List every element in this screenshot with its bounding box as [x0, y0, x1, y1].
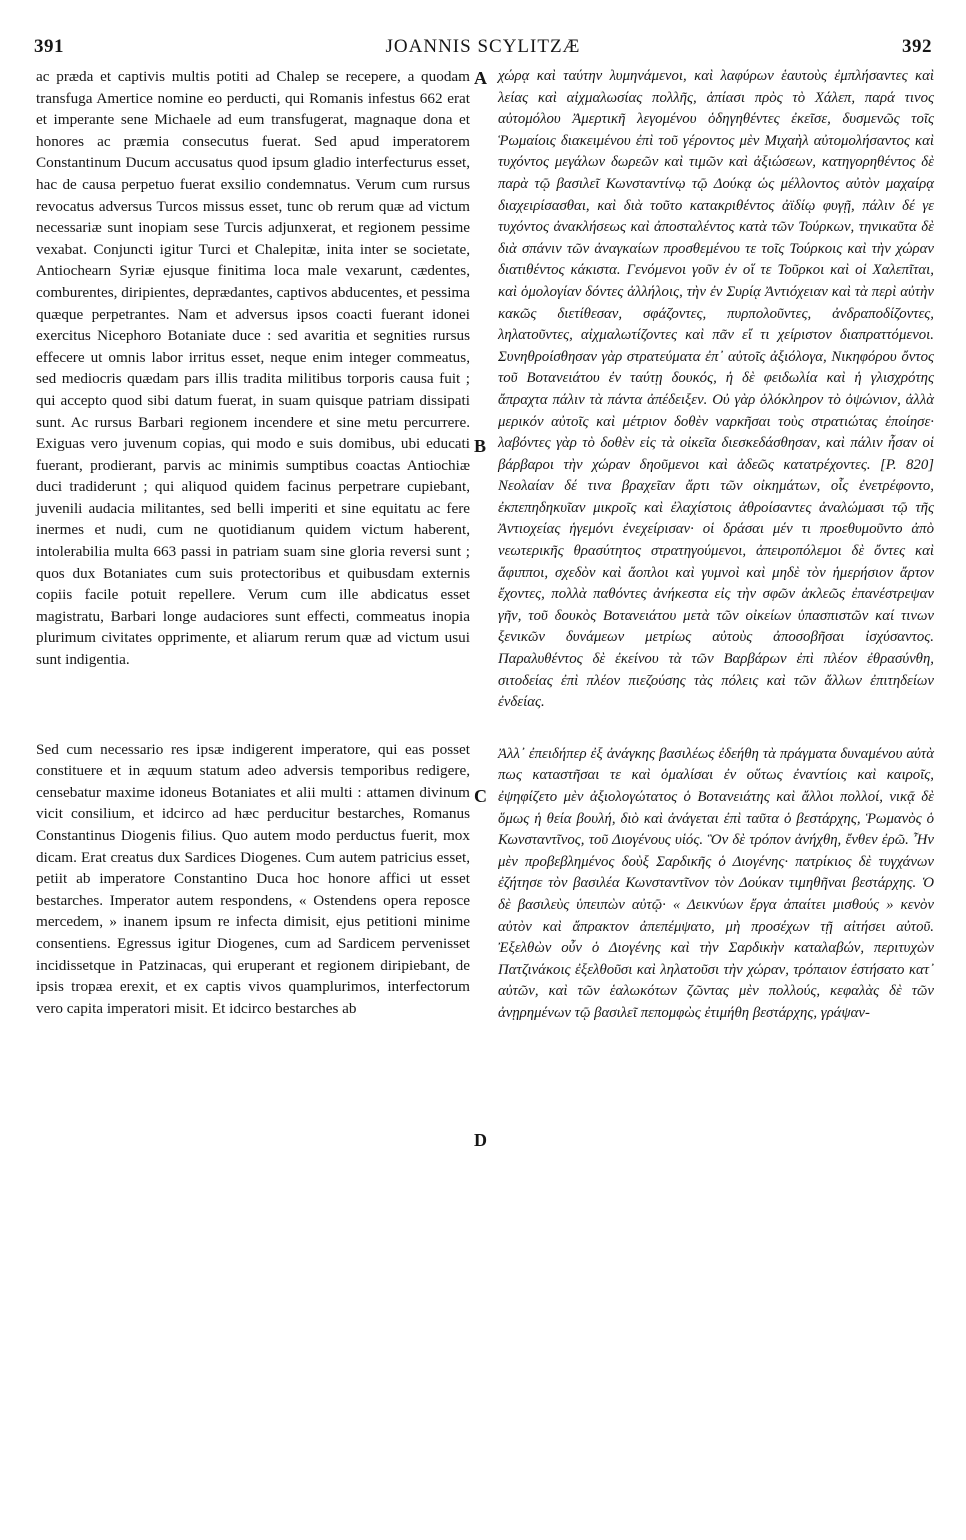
margin-letter-b: B — [474, 436, 487, 456]
margin-letter-c: C — [474, 786, 487, 806]
latin-column — [36, 66, 470, 1019]
right-page-number: 392 — [902, 36, 932, 57]
latin-paragraph-2: Sed cum necessario res ipsæ indigerent imperatore, qui eas posset constituere et in æquum statum adeo adversis temporibus redigere, censebatur maxime idoneus Botaniates et alii multi : attamen divinum vicit consilium, et idcirco ad hæc perducitur bestarches, Romanus Constantinus Diogenis filius. Quo autem modo perductus fuerit, mox dicam. Erat creatus dux Sardices Diogenes. Cum autem patricius esset, petiit ab imperatore Constantino Duca hoc honore affici ut esset bestarches. Imperator autem respondens, « Ostendens opera reposce mercedem, » inanem ipsum re infecta dimisit, ejus petitioni minime consentiens. Egressus igitur Diogenes, cum ad Sardicem pervenisset incidissetque in Patzinacas, qui eruperant et regionem diripiebant, de ipsis tropæa erexit, et ex captis vivos quamplurimos, interfectorum vero capita imperatori misit. Et idcirco bestarches ab — [36, 740, 470, 1017]
running-header — [32, 36, 934, 60]
left-page-number: 391 — [34, 36, 64, 57]
running-title: JOANNIS SCYLITZÆ — [385, 36, 581, 57]
greek-paragraph-2: Ἀλλ᾽ ἐπειδήπερ ἐξ ἀνάγκης βασιλέως ἐδεήθη τὰ πράγματα δυναμένου αὐτὰ πως καταστῆσαι τε καὶ ὁμαλίσαι ἐν οὕτως ἐναντίοις καὶ καιροῖς, ἐψηφίζετο μὲν ἀξιολογώτατος ὁ Βοτανειάτης καὶ ἄλλοι πολλοί, νικᾷ δὲ ὅμως ἡ θεία βουλή, διὸ καὶ ἀνάγεται ἐπὶ ταῦτα ὁ βεστάρχης, Ῥωμανὸς ὁ Κωνσταντῖνος, τοῦ Διογένους υἱός. Ὃν δὲ τρόπον ἀνήχθη, ἔνθεν ἐρῶ. Ἦν μὲν προβεβλημένος δοὺξ Σαρδικῆς ὁ Διογένης· πατρίκιος δὲ τυγχάνων ἐζήτησε τὸν βασιλέα Κωνσταντῖνον τὸν Δούκαν τιμηθῆναι βεστάρχης. Ὁ δὲ βασιλεὺς ὑπειπὼν αὐτῷ· « Δεικνύων ἔργα ἀπαίτει μισθούς » κενὸν αὐτὸν καὶ ἄπρακτον ἀπεπέμψατο, μὴ προσέχων τῇ αἰτήσει αὐτοῦ. Ἐξελθὼν οὖν ὁ Διογένης καὶ τὴν Σαρδικὴν καταλαβών, περιτυχὼν Πατζινάκοις ἐξελθοῦσι καὶ ληλατοῦσι τὴν χώραν, τρόπαιον ἐστήσατο κατ᾽ αὐτῶν, καὶ τῶν ἑαλωκότων ζῶντας μὲν πολλούς, κεφαλὰς δὲ τῶν ἀνῃρημένων τῷ βασιλεῖ πεπομφὼς ἐτιμήθη βεστάρχης, γράψαν- — [498, 745, 934, 1021]
margin-letter-a: A — [474, 68, 487, 88]
greek-column — [498, 66, 934, 1025]
margin-letter-d: D — [474, 1130, 487, 1150]
latin-paragraph-1: ac præda et captivis multis potiti ad Chalep se recepere, a quodam transfuga Amertice nomine eo perducti, qui Romanis infestus 662 erat et imperante sene Michaele ad eum transfugerat, magnaque dona et honores ac præmia consecutus fuerat. Sed apud imperatorem Constantinum Ducum accusatus quod ipsum gladio interfecturus esset, hac de causa perpetuo fuerat exsilio condemnatus. Verum cum rursus revocatus adversus Turcos missus esset, tunc ob rerum quæ ad victum necessariæ sunt inopiam sese Turcis adjunxerat, et regionem pessime vexabat. Conjuncti igitur Turci et Chalepitæ, inita inter se societate, Antiochearn Syriæ ejusque finitima loca male vexarunt, cædentes, comburentes, diripientes, deprædantes, captivos abducentes, et pessima quæque perpetrantes. Nam et adversus ipsos coacti fuerant idonei exercitus Nicephoro Botaniate duce : sed avaritia et segnities rursus effecere ut omnis labor irritus esset, neque enim integer commeatus, sed mediocris quædam pars illis tradita militibus torporis causa fuit ; qui accepto quod sibi datum fuerat, in suam quisque patriam dissipati sunt. Ac rursus Barbari regionem incendere et sine metu percurrere. Exiguas vero juvenum copias, qui modo e suis domibus, ubi educati fuerant, prodierant, parvis ac minimis sumptibus coactas Antiochiæ duci tradiderunt ; qui aliquod quidem facinus perpetrare cupiebant, juvenili audacia militantes, sed belli imperiti et sine equitatu ac fere inermes et nudi, cum ne quotidianum quidem victum haberent, intolerabilia multa 663 passi in patriam suam sine gloria reversi sunt ; quos dux Botaniates cum suis protectoribus et quibusdam externis copiis facile potuit repellere. Verum cum ille abdicatus esset magistratu, Barbari longe audaciores sunt effecti, commeatus inopia plurimum civitates opprimente, et aliarum rerum quæ ad victum usui sunt indigentia. — [36, 68, 470, 669]
greek-paragraph-1: χώρᾳ καὶ ταύτην λυμηνάμενοι, καὶ λαφύρων ἑαυτοὺς ἐμπλήσαντες καὶ λείας καὶ αἰχμαλωσίας πολλῆς, ἀπίασι πρὸς τὸ Χάλεπ, παρά τινος αὐτομόλου Ἀμερτικῆ λεγομένου ὁδηγηθέντες ἐκεῖσε, δυσμενῶς τοῖς Ῥωμαίοις διακειμένου ἐπὶ τοῦ γέροντος μὲν Μιχαὴλ αὐτομολήσαντος καὶ τυχόντος μεγάλων δωρεῶν καὶ τιμῶν καὶ ἀξιώσεων, κατηγορηθέντος δὲ παρὰ τῷ βασιλεῖ Κωνσταντίνῳ τῷ Δούκᾳ ὡς μέλλοντος αὐτὸν μαχαίρᾳ διαχειρίσασθαι, καὶ διὰ τοῦτο κατακριθέντος ἀϊδίῳ φυγῇ, πάλιν δέ γε τυχόντος ἀνακλήσεως καὶ ἀποσταλέντος κατὰ τῶν Τούρκων, τηνικαῦτα δὲ διὰ σπάνιν τῶν ἀναγκαίων προσθεμένου τε τοῖς Τούρκοις καὶ τὴν χώραν διατιθέντος κάκιστα. Γενόμενοι γοῦν ἐν οἵ τε Τοῦρκοι καὶ οἱ Χαλεπῖται, καὶ ὁμολογίαν δόντες ἀλλήλοις, τὴν ἐν Συρίᾳ Ἀντιόχειαν καὶ τὰ περὶ αὐτὴν κακῶς διετίθεσαν, σφάζοντες, πυρπολοῦντες, ἀνδραποδίζοντες, ληλατοῦντες, αἰχμαλωτίζοντες καὶ πᾶν εἴ τι χείριστον διαπραττόμενοι. Συνηθροίσθησαν γὰρ στρατεύματα ἐπ᾽ αὐτοῖς ἀξιόλογα, Νικηφόρου ὄντος τοῦ Βοτανειάτου ἐν ταύτῃ δουκός, ἡ δὲ φειδωλία καὶ ἡ γλισχρότης ἄπραχτα πάλιν τὰ πάντα ἀπέδειξεν. Οὐ γὰρ ὁλόκληρον τὸ ὀψώνιον, ἀλλὰ μερικόν αὐτοῖς καὶ μέτριον δοθὲν ναρκῆσαι τοὺς στρατιώτας ἐποίησε· λαβόντες γὰρ τὸ δοθὲν εἰς τὰ οἰκεῖα διεσκεδάσθησαν, καὶ πάλιν ἦσαν οἱ βάρβαροι τὴν χώραν δηοῦμενοι καὶ ἀδεῶς κατατρέχοντες. [P. 820] Νεολαίαν δέ τινα βραχεῖαν ἄρτι τῶν οἰκημάτων, οἷς ἐνετρέφοντο, ἐκπεπηδηκυῖαν μικροῖς καὶ ἐλαχίστοις ἀθροίσαντες ἀναλώμασι τῷ τῆς Ἀντιοχείας ἡγεμόνι ἐνεχείρισαν· οἱ δράσαι μέν τι προεθυμοῦντο ἀπὸ νεωτερικῆς θρασύτητος στρατηγούμενοι, ἀπειροπόλεμοι δὲ ὄντες καὶ ἄφιπποι, σχεδὸν καὶ ἄοπλοι καὶ γυμνοὶ καὶ μηδὲ τὸν ἡμερήσιον ἄρτον ἔχοντες, πολλὰ παθόντες ἀνήκεστα εἰς τὴν σφῶν ἀκλεῶς ἐπανέστρεψαν γῆν, τοῦ δουκὸς Βοτανειάτου μετὰ τῶν οἰκείων ὑπασπιστῶν καί τινων ξενικῶν δυνάμεων μετρίως αὐτοὺς ἀποσοβῆσαι ἰσχύσαντος. Παραλυθέντος δὲ ἐκείνου τὰ τῶν Βαρβάρων ἐπὶ πλέον ἐθρασύνθη, σιτοδείας ἐπὶ πλέον πιεζούσης τὰς πόλεις καὶ τῶν ἄλλων ἐπιτηδείων ἐνδείας. — [498, 68, 934, 711]
